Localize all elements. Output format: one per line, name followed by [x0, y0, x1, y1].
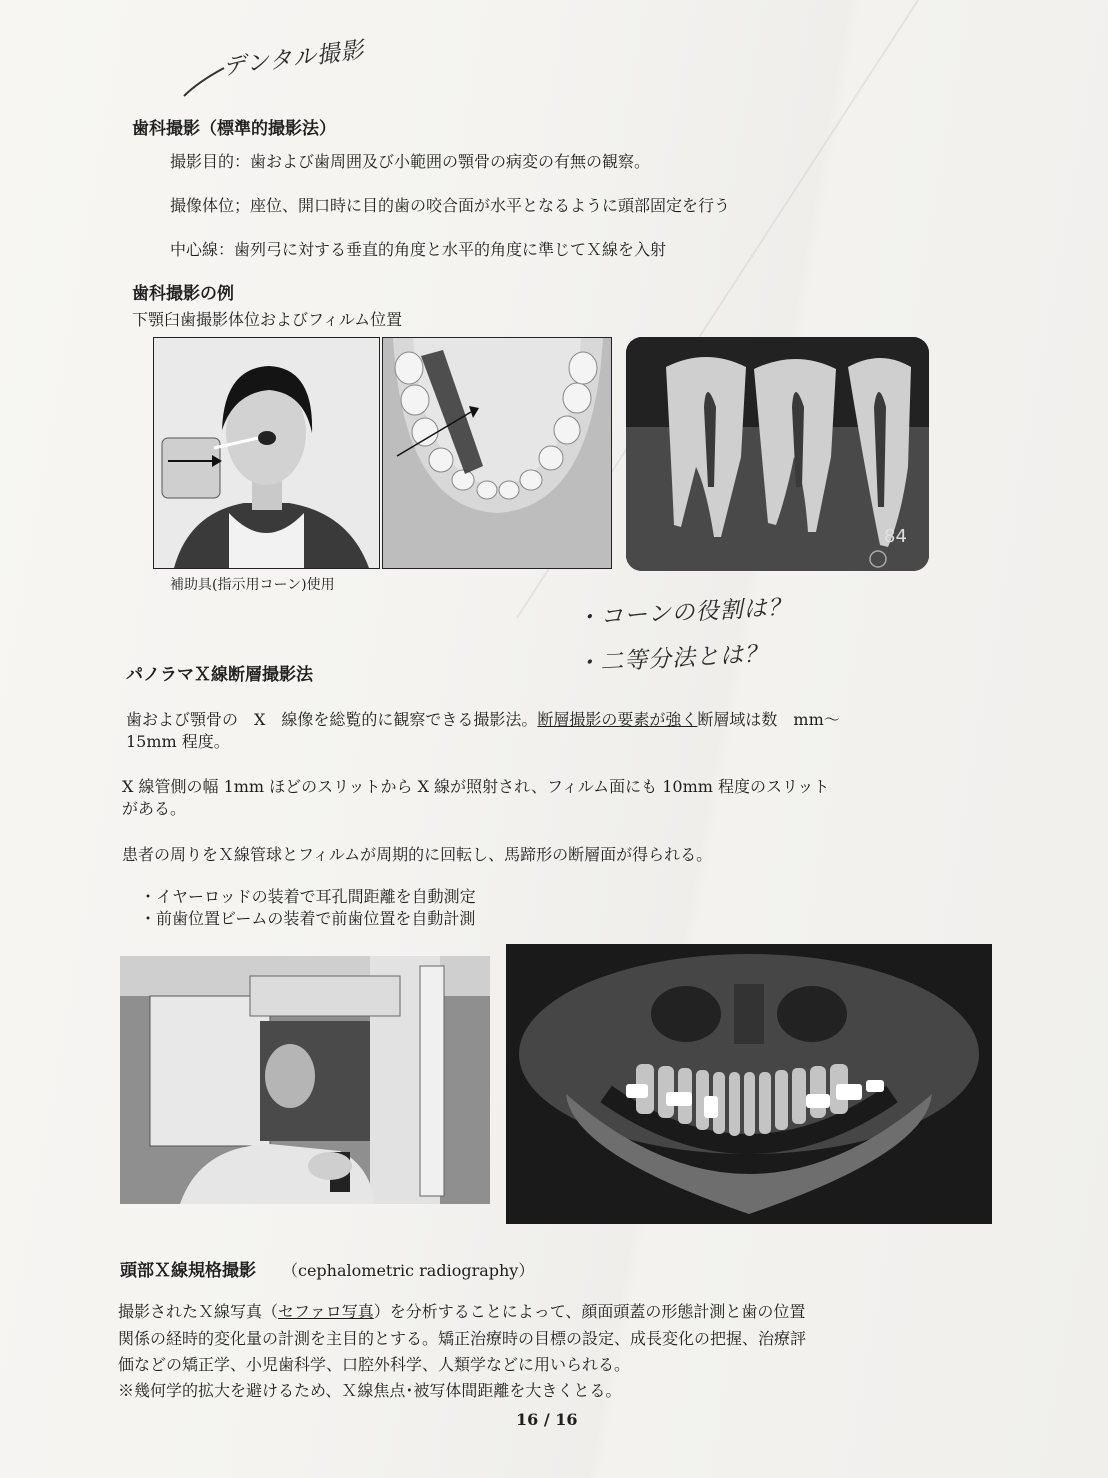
patient-photo — [153, 337, 380, 569]
panorama-bullet-2: ・前歯位置ビームの装着で前歯位置を自動計測 — [140, 909, 476, 928]
panorama-title: パノラマＸ線断層撮影法 — [126, 665, 313, 685]
ceph-line-4: ※幾何学的拡大を避けるため、Ｘ線焦点･被写体間距離を大きくとる。 — [118, 1381, 622, 1400]
handwritten-note-bisect: ・二等分法とは？ — [575, 640, 769, 678]
panorama-p1-cont: 15mm 程度。 — [126, 732, 230, 751]
underlined-term: セファロ写真 — [278, 1302, 374, 1321]
handwritten-digital: デンタル撮影 — [221, 37, 366, 81]
figure-caption: 補助具(指示用コーン)使用 — [170, 577, 335, 593]
dental-central-ray: 中心線：歯列弓に対する垂直的角度と水平的角度に準じてＸ線を入射 — [170, 240, 667, 259]
panoramic-xray — [506, 944, 992, 1224]
panorama-bullet-1: ・イヤーロッドの装着で耳孔間距離を自動測定 — [140, 887, 476, 906]
panorama-p1: 歯および顎骨の X 線像を総覧的に観察できる撮影法。断層撮影の要素が強く断層域は数 mm～ — [126, 710, 840, 729]
panorama-p2-cont: がある。 — [122, 799, 187, 818]
dental-position: 撮像体位；座位、開口時に目的歯の咬合面が水平となるように頭部固定を行う — [170, 196, 731, 215]
jaw-film-position-photo — [382, 337, 612, 569]
underlined-text: 断層撮影の要素が強く — [537, 710, 698, 729]
dental-title: 歯科撮影（標準的撮影法） — [132, 119, 336, 139]
ceph-line-1: 撮影されたＸ線写真（セファロ写真）を分析することによって、顔面頭蓋の形態計測と歯の位置 — [118, 1302, 806, 1321]
ceph-line-2: 関係の経時的変化量の計測を主目的とする。矯正治療時の目標の設定、成長変化の把握、治療評 — [118, 1329, 807, 1348]
dental-purpose: 撮影目的：歯および歯周囲及び小範囲の顎骨の病変の有無の観察。 — [170, 152, 651, 171]
ceph-line-3: 価などの矯正学、小児歯科学、口腔外科学、人類学などに用いられる。 — [118, 1355, 631, 1374]
example-subtitle: 下顎臼歯撮影体位およびフィルム位置 — [132, 310, 403, 329]
example-title: 歯科撮影の例 — [132, 284, 234, 304]
handwritten-note-cone: ・コーンの役割は？ — [575, 594, 793, 632]
panorama-machine-photo — [120, 956, 490, 1204]
ceph-title-en: （cephalometric radiography） — [282, 1261, 535, 1280]
ceph-title: 頭部Ｘ線規格撮影 （cephalometric radiography） — [120, 1261, 535, 1281]
panorama-p2: X 線管側の幅 1mm ほどのスリットから X 線が照射され、フィルム面にも 10mm 程度のスリット — [122, 777, 830, 796]
panorama-p3: 患者の周りをＸ線管球とフィルムが周期的に回転し、馬蹄形の断層面が得られる。 — [122, 845, 713, 864]
film-number: 84 — [884, 526, 907, 547]
page-number: 16 / 16 — [516, 1410, 578, 1429]
dental-xray-film — [626, 337, 929, 571]
